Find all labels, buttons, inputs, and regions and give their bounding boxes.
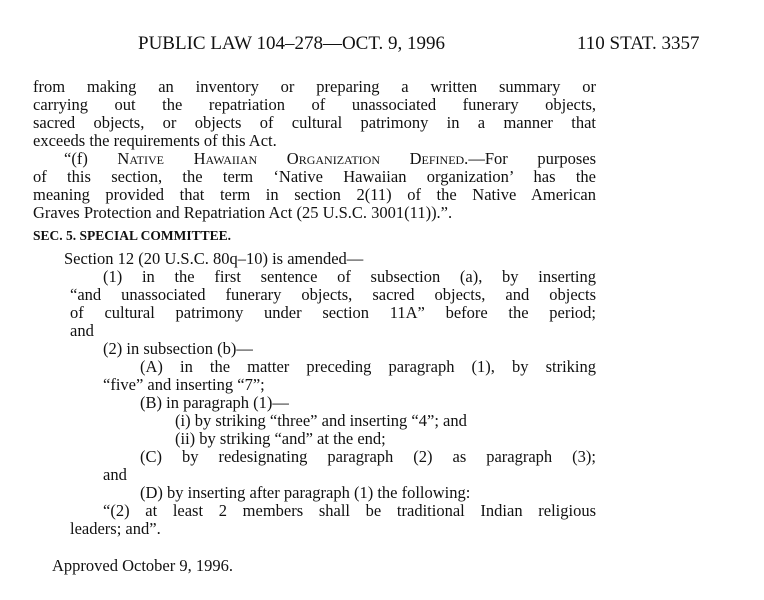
subsection-f-rest: —For purposes — [468, 149, 596, 168]
quoted-paragraph-line: leaders; and”. — [70, 519, 161, 538]
running-header-title: PUBLIC LAW 104–278—OCT. 9, 1996 — [138, 33, 446, 54]
section-heading: SEC. 5. SPECIAL COMMITTEE. — [33, 228, 232, 243]
item-2b: (B) in paragraph (1)— — [140, 393, 289, 412]
body-line: carrying out the repatriation of unassociated funerary objects, — [33, 95, 596, 114]
item-1-line: and — [70, 321, 94, 340]
item-2b-i: (i) by striking “three” and inserting “4”; and — [175, 411, 467, 430]
stat-citation: 110 STAT. 3357 — [577, 33, 700, 54]
quoted-paragraph-line: “(2) at least 2 members shall be traditional Indian religious — [103, 501, 596, 520]
body-line: exceeds the requirements of this Act. — [33, 131, 277, 150]
body-line: sacred objects, or objects of cultural patrimony in a manner that — [33, 113, 596, 132]
item-1-line: of cultural patrimony under section 11A” before the period; — [70, 303, 596, 322]
body-line: meaning provided that term in section 2(11) of the Native American — [33, 185, 596, 204]
item-2d: (D) by inserting after paragraph (1) the following: — [140, 483, 471, 502]
item-2c-line: and — [103, 465, 127, 484]
item-2: (2) in subsection (b)— — [103, 339, 253, 358]
item-1-line: “and unassociated funerary objects, sacred objects, and objects — [70, 285, 596, 304]
approval-date: Approved October 9, 1996. — [52, 556, 234, 575]
body-line: Graves Protection and Repatriation Act (25 U.S.C. 3001(11)).”. — [33, 203, 453, 222]
item-2a-line: (A) in the matter preceding paragraph (1), by striking — [140, 357, 596, 376]
item-2c-line: (C) by redesignating paragraph (2) as paragraph (3); — [140, 447, 596, 466]
subsection-f-first-line — [64, 150, 596, 168]
item-1-line: (1) in the first sentence of subsection (a), by inserting — [103, 267, 596, 286]
body-line: from making an inventory or preparing a written summary or — [33, 77, 596, 96]
section-intro: Section 12 (20 U.S.C. 80q–10) is amended— — [64, 249, 364, 268]
subsection-f-heading: Native Hawaiian Organization Defined. — [117, 149, 469, 168]
item-2b-ii: (ii) by striking “and” at the end; — [175, 429, 386, 448]
body-line: of this section, the term ‘Native Hawaiian organization’ has the — [33, 167, 596, 186]
subsection-f-prefix: “(f) — [64, 149, 88, 168]
item-2a-line: “five” and inserting “7”; — [103, 375, 265, 394]
